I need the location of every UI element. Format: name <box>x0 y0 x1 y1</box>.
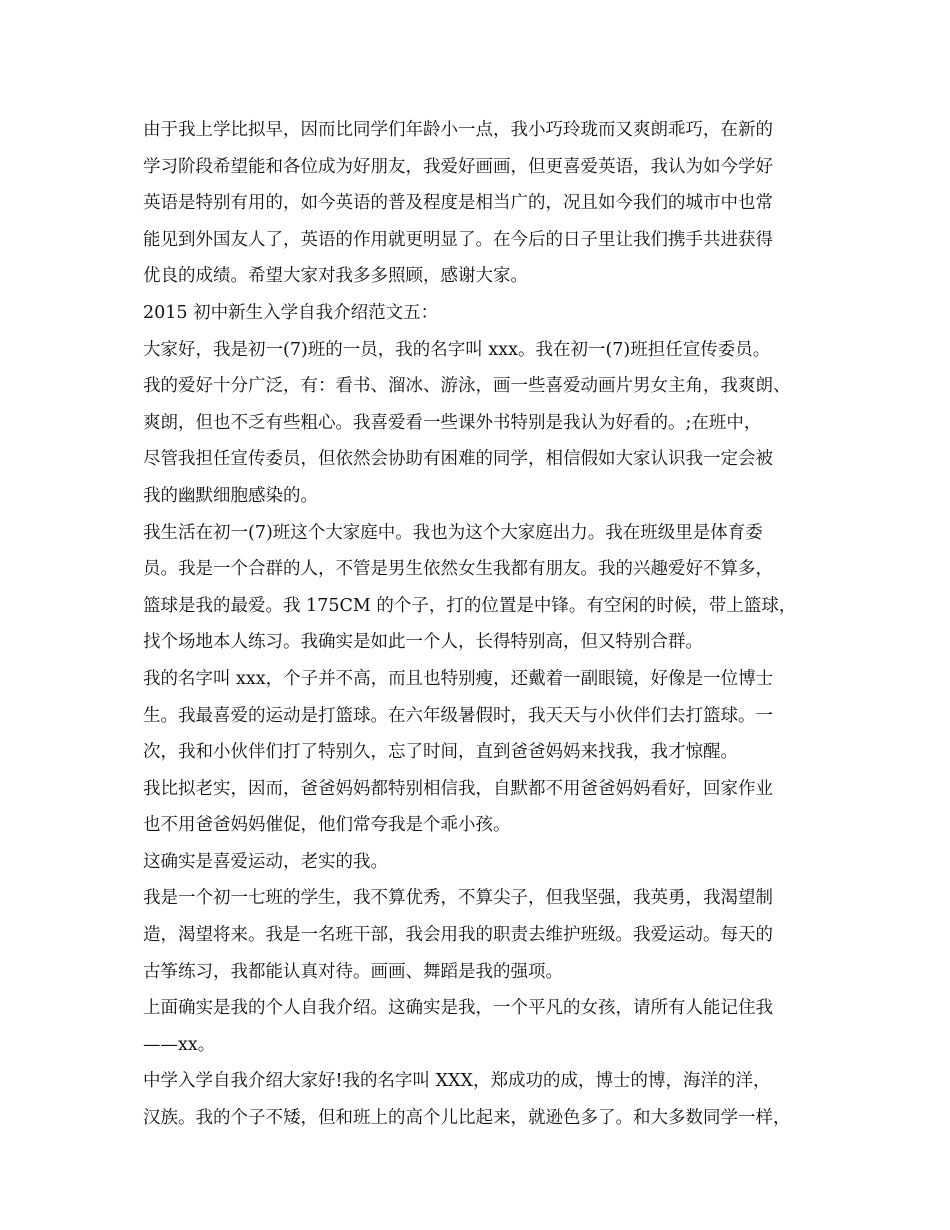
text-line: 我生活在初一(7)班这个大家庭中。我也为这个大家庭出力。我在班级里是体育委 <box>143 522 763 543</box>
text-line: 篮球是我的最爱。我 175CM 的个子，打的位置是中锋。有空闲的时候，带上篮球， <box>143 595 797 616</box>
text-line: 由于我上学比拟早，因而比同学们年龄小一点，我小巧玲珑而又爽朗乖巧，在新的 <box>143 120 773 140</box>
text-line: 优良的成绩。希望大家对我多多照顾，感谢大家。 <box>143 266 528 287</box>
text-line: 也不用爸爸妈妈催促，他们常夸我是个乖小孩。 <box>143 815 511 836</box>
text-line: 英语是特别有用的，如今英语的普及程度是相当广的，况且如今我们的城市中也常 <box>143 193 773 214</box>
section-heading: 2015 初中新生入学自我介绍范文五： <box>143 302 439 323</box>
text-line: 造，渴望将来。我是一名班干部，我会用我的职责去维护班级。我爱运动。每天的 <box>143 925 773 946</box>
text-line: 汉族。我的个子不矮，但和班上的高个儿比起来，就逊色多了。和大多数同学一样， <box>143 1108 791 1129</box>
text-line: 古筝练习，我都能认真对待。画画、舞蹈是我的强项。 <box>143 961 563 982</box>
text-line: 次，我和小伙伴们打了特别久，忘了时间，直到爸爸妈妈来找我，我才惊醒。 <box>143 742 738 763</box>
text-line: 上面确实是我的个人自我介绍。这确实是我，一个平凡的女孩，请所有人能记住我 <box>143 998 773 1019</box>
text-line: 我是一个初一七班的学生，我不算优秀，不算尖子，但我坚强，我英勇，我渴望制 <box>143 888 773 909</box>
text-line: ——xx。 <box>143 1034 216 1055</box>
text-line: 我比拟老实，因而，爸爸妈妈都特别相信我，自默都不用爸爸妈妈看好，回家作业 <box>143 778 773 799</box>
text-line: 我的爱好十分广泛，有：看书、溜冰、游泳，画一些喜爱动画片男女主角，我爽朗、 <box>143 376 791 397</box>
text-line: 生。我最喜爱的运动是打篮球。在六年级暑假时，我天天与小伙伴们去打篮球。一 <box>143 705 773 726</box>
text-line: 员。我是一个合群的人，不管是男生依然女生我都有朋友。我的兴趣爱好不算多， <box>143 559 773 580</box>
text-line: 学习阶段希望能和各位成为好朋友，我爱好画画，但更喜爱英语，我认为如今学好 <box>143 156 773 177</box>
document-body <box>143 112 823 1137</box>
text-line: 能见到外国友人了，英语的作用就更明显了。在今后的日子里让我们携手共进获得 <box>143 229 773 250</box>
text-line: 我的名字叫 xxx，个子并不高，而且也特别瘦，还戴着一副眼镜，好像是一位博士 <box>143 668 774 689</box>
text-line: 尽管我担任宣传委员，但依然会协助有困难的同学，相信假如大家认识我一定会被 <box>143 449 773 470</box>
text-line: 这确实是喜爱运动，老实的我。 <box>143 851 388 872</box>
text-line: 中学入学自我介绍大家好!我的名字叫 XXX，郑成功的成，博士的博，海洋的洋， <box>143 1071 771 1092</box>
text-line: 找个场地本人练习。我确实是如此一个人，长得特别高，但又特别合群。 <box>143 632 703 653</box>
text-line: 爽朗，但也不乏有些粗心。我喜爱看一些课外书特别是我认为好看的。;在班中， <box>143 412 762 433</box>
text-line: 我的幽默细胞感染的。 <box>143 485 318 506</box>
text-line: 大家好，我是初一(7)班的一员，我的名字叫 xxx。我在初一(7)班担任宣传委员。 <box>143 339 771 360</box>
